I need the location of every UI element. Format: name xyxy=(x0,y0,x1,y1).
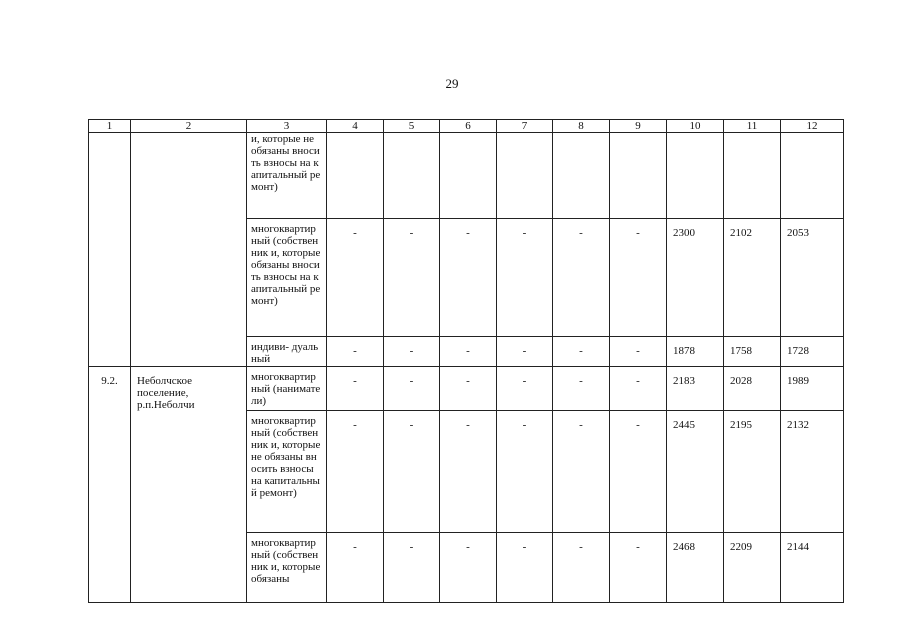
value-cell xyxy=(781,133,844,219)
value-cell: - xyxy=(327,367,384,411)
value-cell: - xyxy=(497,367,553,411)
housing-type-cell: многоквартир ный (собственник и, которые не обязаны вносить взносы на капитальный ремонт) xyxy=(247,411,327,533)
value-cell: 2468 xyxy=(667,533,724,603)
value-cell: - xyxy=(384,219,440,337)
value-cell: 2144 xyxy=(781,533,844,603)
row-index-cell xyxy=(89,133,131,367)
value-cell: 1758 xyxy=(724,337,781,367)
value-cell xyxy=(327,133,384,219)
value-cell: - xyxy=(553,219,610,337)
housing-type-cell: и, которые не обязаны вносить взносы на капитальный ремонт) xyxy=(247,133,327,219)
value-cell xyxy=(440,133,497,219)
table-row xyxy=(89,367,844,411)
tariff-table xyxy=(88,119,844,603)
column-header: 3 xyxy=(247,120,327,133)
value-cell: - xyxy=(610,367,667,411)
value-cell: 1728 xyxy=(781,337,844,367)
column-header: 12 xyxy=(781,120,844,133)
housing-type-cell: многоквартир ный (собственник и, которые обязаны xyxy=(247,533,327,603)
value-cell: - xyxy=(440,337,497,367)
value-cell: 1878 xyxy=(667,337,724,367)
value-cell: - xyxy=(553,533,610,603)
value-cell: - xyxy=(497,337,553,367)
column-header: 11 xyxy=(724,120,781,133)
value-cell: 2445 xyxy=(667,411,724,533)
value-cell: - xyxy=(384,337,440,367)
column-header: 1 xyxy=(89,120,131,133)
value-cell: - xyxy=(553,411,610,533)
value-cell xyxy=(667,133,724,219)
value-cell: - xyxy=(440,219,497,337)
value-cell: - xyxy=(497,411,553,533)
value-cell: - xyxy=(327,533,384,603)
value-cell: 2183 xyxy=(667,367,724,411)
table-row xyxy=(89,133,844,219)
table-header-row xyxy=(89,120,844,133)
value-cell xyxy=(553,133,610,219)
column-header: 10 xyxy=(667,120,724,133)
value-cell: 1989 xyxy=(781,367,844,411)
value-cell: 2209 xyxy=(724,533,781,603)
settlement-cell xyxy=(131,133,247,367)
value-cell: 2300 xyxy=(667,219,724,337)
column-header: 6 xyxy=(440,120,497,133)
value-cell: - xyxy=(440,411,497,533)
value-cell: 2053 xyxy=(781,219,844,337)
value-cell: 2028 xyxy=(724,367,781,411)
value-cell xyxy=(724,133,781,219)
value-cell: 2132 xyxy=(781,411,844,533)
value-cell: - xyxy=(610,411,667,533)
value-cell: - xyxy=(497,533,553,603)
housing-type-cell: индиви- дуальный xyxy=(247,337,327,367)
value-cell: - xyxy=(610,219,667,337)
column-header: 8 xyxy=(553,120,610,133)
column-header: 5 xyxy=(384,120,440,133)
value-cell: - xyxy=(553,367,610,411)
value-cell: - xyxy=(327,337,384,367)
column-header: 9 xyxy=(610,120,667,133)
value-cell xyxy=(610,133,667,219)
value-cell: - xyxy=(440,367,497,411)
value-cell: - xyxy=(440,533,497,603)
value-cell: - xyxy=(327,219,384,337)
value-cell: - xyxy=(384,411,440,533)
housing-type-cell: многоквартир ный (наниматели) xyxy=(247,367,327,411)
column-header: 4 xyxy=(327,120,384,133)
value-cell: - xyxy=(553,337,610,367)
value-cell: 2195 xyxy=(724,411,781,533)
value-cell: - xyxy=(610,533,667,603)
column-header: 7 xyxy=(497,120,553,133)
row-index-cell: 9.2. xyxy=(89,367,131,603)
housing-type-cell: многоквартир ный (собственник и, которые обязаны вносить взносы на капитальный ремонт) xyxy=(247,219,327,337)
settlement-cell: Неболчское поселение, р.п.Неболчи xyxy=(131,367,247,603)
value-cell: - xyxy=(327,411,384,533)
value-cell: - xyxy=(384,367,440,411)
value-cell: - xyxy=(384,533,440,603)
value-cell: 2102 xyxy=(724,219,781,337)
value-cell xyxy=(497,133,553,219)
column-header: 2 xyxy=(131,120,247,133)
value-cell: - xyxy=(497,219,553,337)
value-cell xyxy=(384,133,440,219)
page-number: 29 xyxy=(445,76,459,91)
value-cell: - xyxy=(610,337,667,367)
